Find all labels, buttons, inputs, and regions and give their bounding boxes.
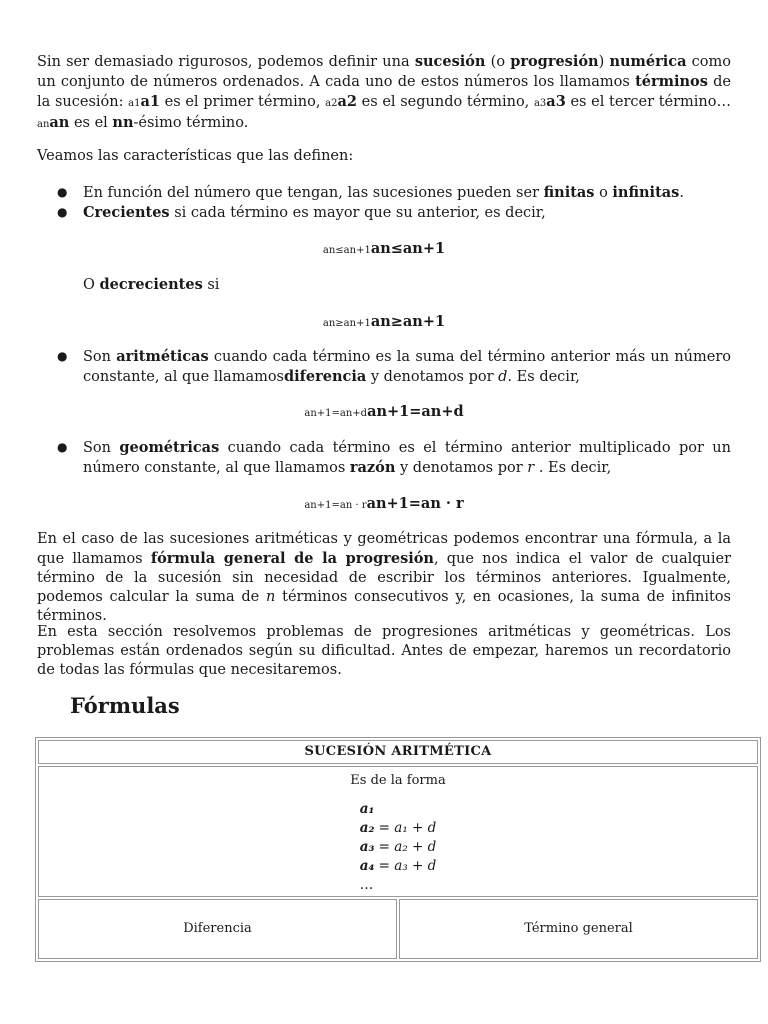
text: y denotamos por	[366, 369, 499, 385]
seq-expr: = a₁ + d	[374, 820, 437, 836]
seq-expr: = a₂ + d	[374, 839, 437, 855]
table-col-diferencia: Diferencia	[38, 899, 397, 959]
formula-table	[35, 737, 761, 962]
seq-ellipsis: …	[359, 877, 374, 893]
text: (o	[485, 54, 511, 70]
bullet-geometricas	[57, 438, 731, 478]
math-d: d	[498, 369, 508, 385]
eq-main: an≤an+1	[370, 240, 446, 257]
text: Son	[83, 349, 117, 365]
text: es el	[69, 115, 113, 131]
equation-aritmetica	[0, 402, 768, 423]
bullet-aritmeticas	[57, 347, 731, 387]
text: En función del número que tengan, las sucesiones pueden ser	[83, 185, 544, 201]
seq-line	[360, 857, 437, 876]
equation-crecientes	[0, 239, 768, 260]
text: si	[202, 277, 220, 293]
text: es el tercer término…	[565, 94, 731, 110]
seq-term: a₂	[359, 820, 375, 836]
bullet-crecientes	[57, 203, 731, 223]
eq-small: an≥an+1	[322, 318, 371, 329]
text: .	[679, 185, 684, 201]
text: de la sucesión:	[37, 74, 731, 110]
math-n: n	[266, 589, 276, 605]
text: )	[598, 54, 610, 70]
math-a3-small: a3	[533, 98, 547, 109]
math-a3: a3	[546, 93, 566, 110]
term-numerica: numérica	[609, 53, 687, 70]
eq-main: an+1=an+d	[367, 403, 464, 420]
math-an: an	[49, 114, 70, 131]
equation-geometrica	[0, 494, 768, 515]
text: . Es decir,	[507, 369, 580, 385]
bullet-dot: ●	[57, 205, 68, 219]
term: Crecientes	[83, 204, 170, 221]
seq-expr: = a₃ + d	[374, 858, 437, 874]
paragraph-formula-general	[37, 530, 731, 626]
equation-decrecientes	[0, 312, 768, 333]
term-progresion: progresión	[510, 53, 599, 70]
text: cuando cada término es el término anterior multiplicado por un número constante, al que llamamos	[83, 440, 731, 476]
bullet-dot: ●	[57, 440, 68, 454]
math-r: r	[527, 460, 535, 476]
text: , que nos indica el valor de cualquier término de la sucesión sin necesidad de escribir los términos anteriores. Igualmente, podemos calcular la suma de	[37, 551, 732, 605]
term: aritméticas	[116, 348, 209, 365]
table-header: SUCESIÓN ARITMÉTICA	[38, 740, 758, 764]
text: -ésimo término.	[133, 115, 249, 131]
math-a2-small: a2	[325, 98, 338, 109]
text: cuando cada término es la suma del término anterior más un número constante, al que llamamos	[83, 349, 731, 385]
term: decrecientes	[99, 276, 203, 293]
seq-term: a₃	[359, 839, 375, 855]
eq-small: an+1=an · r	[304, 500, 367, 511]
intro-paragraph	[37, 52, 731, 134]
bullet-dot: ●	[57, 349, 68, 363]
paragraph-seccion: En esta sección resolvemos problemas de progresiones aritméticas y geométricas. Los problemas están ordenados según su dificultad. Antes de empezar, haremos un recordatorio de todas las fórmulas que necesitaremos.	[37, 624, 731, 678]
seq-line	[360, 876, 437, 895]
seq-line	[360, 819, 437, 838]
term: finitas	[543, 184, 595, 201]
eq-main: an+1=an · r	[366, 495, 464, 512]
eq-main: an≥an+1	[370, 313, 446, 330]
decrecientes-line	[83, 275, 731, 295]
table-form-cell	[38, 766, 758, 897]
term: geométricas	[119, 439, 220, 456]
seq-line	[360, 838, 437, 857]
text: En el caso de las sucesiones aritméticas y geométricas podemos encontrar una fórmula, a la que llamamos	[37, 531, 731, 567]
bullet-dot: ●	[57, 185, 68, 199]
math-a2: a2	[337, 93, 357, 110]
seq-term: a₁	[359, 801, 375, 817]
math-an-small: an	[37, 119, 50, 130]
term-terminos: términos	[635, 73, 708, 90]
term: diferencia	[284, 368, 367, 385]
text: y denotamos por	[395, 460, 528, 476]
intro-paragraph-2: Veamos las características que las definen:	[37, 148, 354, 164]
seq-line	[360, 800, 437, 819]
term: fórmula general de la progresión	[150, 550, 434, 567]
text: es el segundo término,	[356, 94, 534, 110]
text: si cada término es mayor que su anterior, es decir,	[169, 205, 546, 221]
math-a1-small: a1	[128, 98, 141, 109]
term: razón	[349, 459, 396, 476]
text: O	[83, 277, 100, 293]
text: es el primer término,	[159, 94, 326, 110]
text: términos consecutivos y, en ocasiones, la suma de infinitos términos.	[37, 589, 731, 624]
seq-term: a₄	[359, 858, 375, 874]
eq-small: an+1=an+d	[304, 408, 368, 419]
sequence-list	[360, 800, 437, 895]
term: infinitas	[612, 184, 680, 201]
text: . Es decir,	[534, 460, 612, 476]
text: como un conjunto de números ordenados. A cada uno de estos números los llamamos	[37, 54, 731, 90]
form-label: Es de la forma	[350, 773, 446, 788]
bullet-finitas	[57, 183, 731, 203]
term-sucesion: sucesión	[414, 53, 486, 70]
section-heading: Fórmulas	[70, 693, 180, 718]
text: o	[594, 185, 613, 201]
table-col-termino-general: Término general	[399, 899, 758, 959]
eq-small: an≤an+1	[322, 245, 371, 256]
math-nn: nn	[112, 114, 134, 131]
math-a1: a1	[140, 93, 160, 110]
text: Sin ser demasiado rigurosos, podemos definir una	[37, 54, 415, 70]
text: Son	[83, 440, 120, 456]
